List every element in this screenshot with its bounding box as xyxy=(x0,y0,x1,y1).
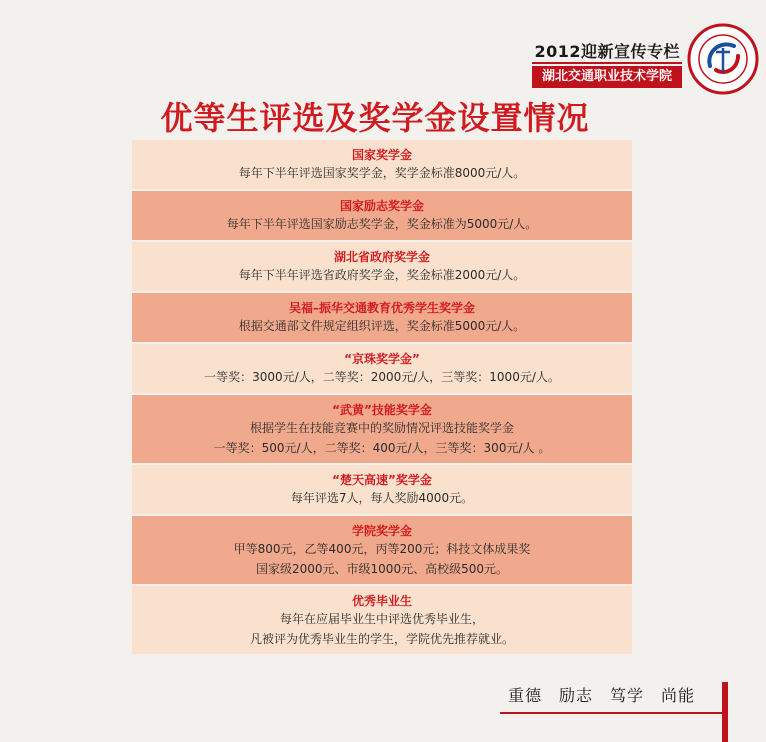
scholarship-row xyxy=(132,465,632,516)
scholarship-name: 学院奖学金 xyxy=(351,524,412,538)
scholarship-detail: 每年下半年评选国家励志奖学金，奖金标准为5000元/人。 xyxy=(226,217,538,231)
scholarship-row xyxy=(132,191,632,242)
scholarship-detail: 每年下半年评选省政府奖学金，奖金标准2000元/人。 xyxy=(238,268,526,282)
scholarship-detail: 每年评选7人，每人奖励4000元。 xyxy=(290,491,474,505)
column-title: 2012迎新宣传专栏 xyxy=(534,42,680,61)
page-title: 优等生评选及奖学金设置情况 xyxy=(160,99,590,137)
scholarship-detail: 一等奖：3000元/人，二等奖：2000元/人，三等奖：1000元/人。 xyxy=(204,370,560,384)
scholarship-row xyxy=(132,293,632,344)
scholarship-row xyxy=(132,516,632,586)
scholarship-row xyxy=(132,586,632,656)
scholarship-name: “武黄”技能奖学金 xyxy=(332,403,432,417)
college-name-banner: 湖北交通职业技术学院 xyxy=(532,66,682,88)
scholarship-table xyxy=(132,140,632,656)
scholarship-row xyxy=(132,395,632,465)
scholarship-detail: 根据交通部文件规定组织评选，奖金标准5000元/人。 xyxy=(238,319,526,333)
scholarship-detail: 一等奖：500元/人，二等奖：400元/人，三等奖：300元/人 。 xyxy=(213,441,551,455)
column-header xyxy=(532,38,682,64)
scholarship-row xyxy=(132,242,632,293)
scholarship-detail: 甲等800元，乙等400元，丙等200元；科技文体成果奖 xyxy=(233,542,531,556)
scholarship-name: 优秀毕业生 xyxy=(351,594,412,608)
scholarship-detail: 每年在应届毕业生中评选优秀毕业生， xyxy=(279,612,484,626)
scholarship-detail: 根据学生在技能竞赛中的奖励情况评选技能奖学金 xyxy=(249,421,514,435)
scholarship-detail: 每年下半年评选国家奖学金，奖学金标准8000元/人。 xyxy=(238,166,526,180)
scholarship-row xyxy=(132,140,632,191)
scholarship-detail: 国家级2000元、市级1000元、高校级500元。 xyxy=(256,562,508,576)
scholarship-detail: 凡被评为优秀毕业生的学生，学院优先推荐就业。 xyxy=(249,632,514,646)
college-motto: 重德 励志 笃学 尚能 xyxy=(508,686,696,705)
scholarship-name: “楚天高速”奖学金 xyxy=(332,473,432,487)
scholarship-name: 国家奖学金 xyxy=(351,148,412,162)
scholarship-name: 吴福–振华交通教育优秀学生奖学金 xyxy=(288,301,475,315)
slogan-accent-bar xyxy=(722,682,728,742)
scholarship-name: 国家励志奖学金 xyxy=(339,199,424,213)
scholarship-name: “京珠奖学金” xyxy=(344,352,420,366)
scholarship-name: 湖北省政府奖学金 xyxy=(333,250,430,264)
college-emblem-icon xyxy=(686,22,760,96)
scholarship-row xyxy=(132,344,632,395)
